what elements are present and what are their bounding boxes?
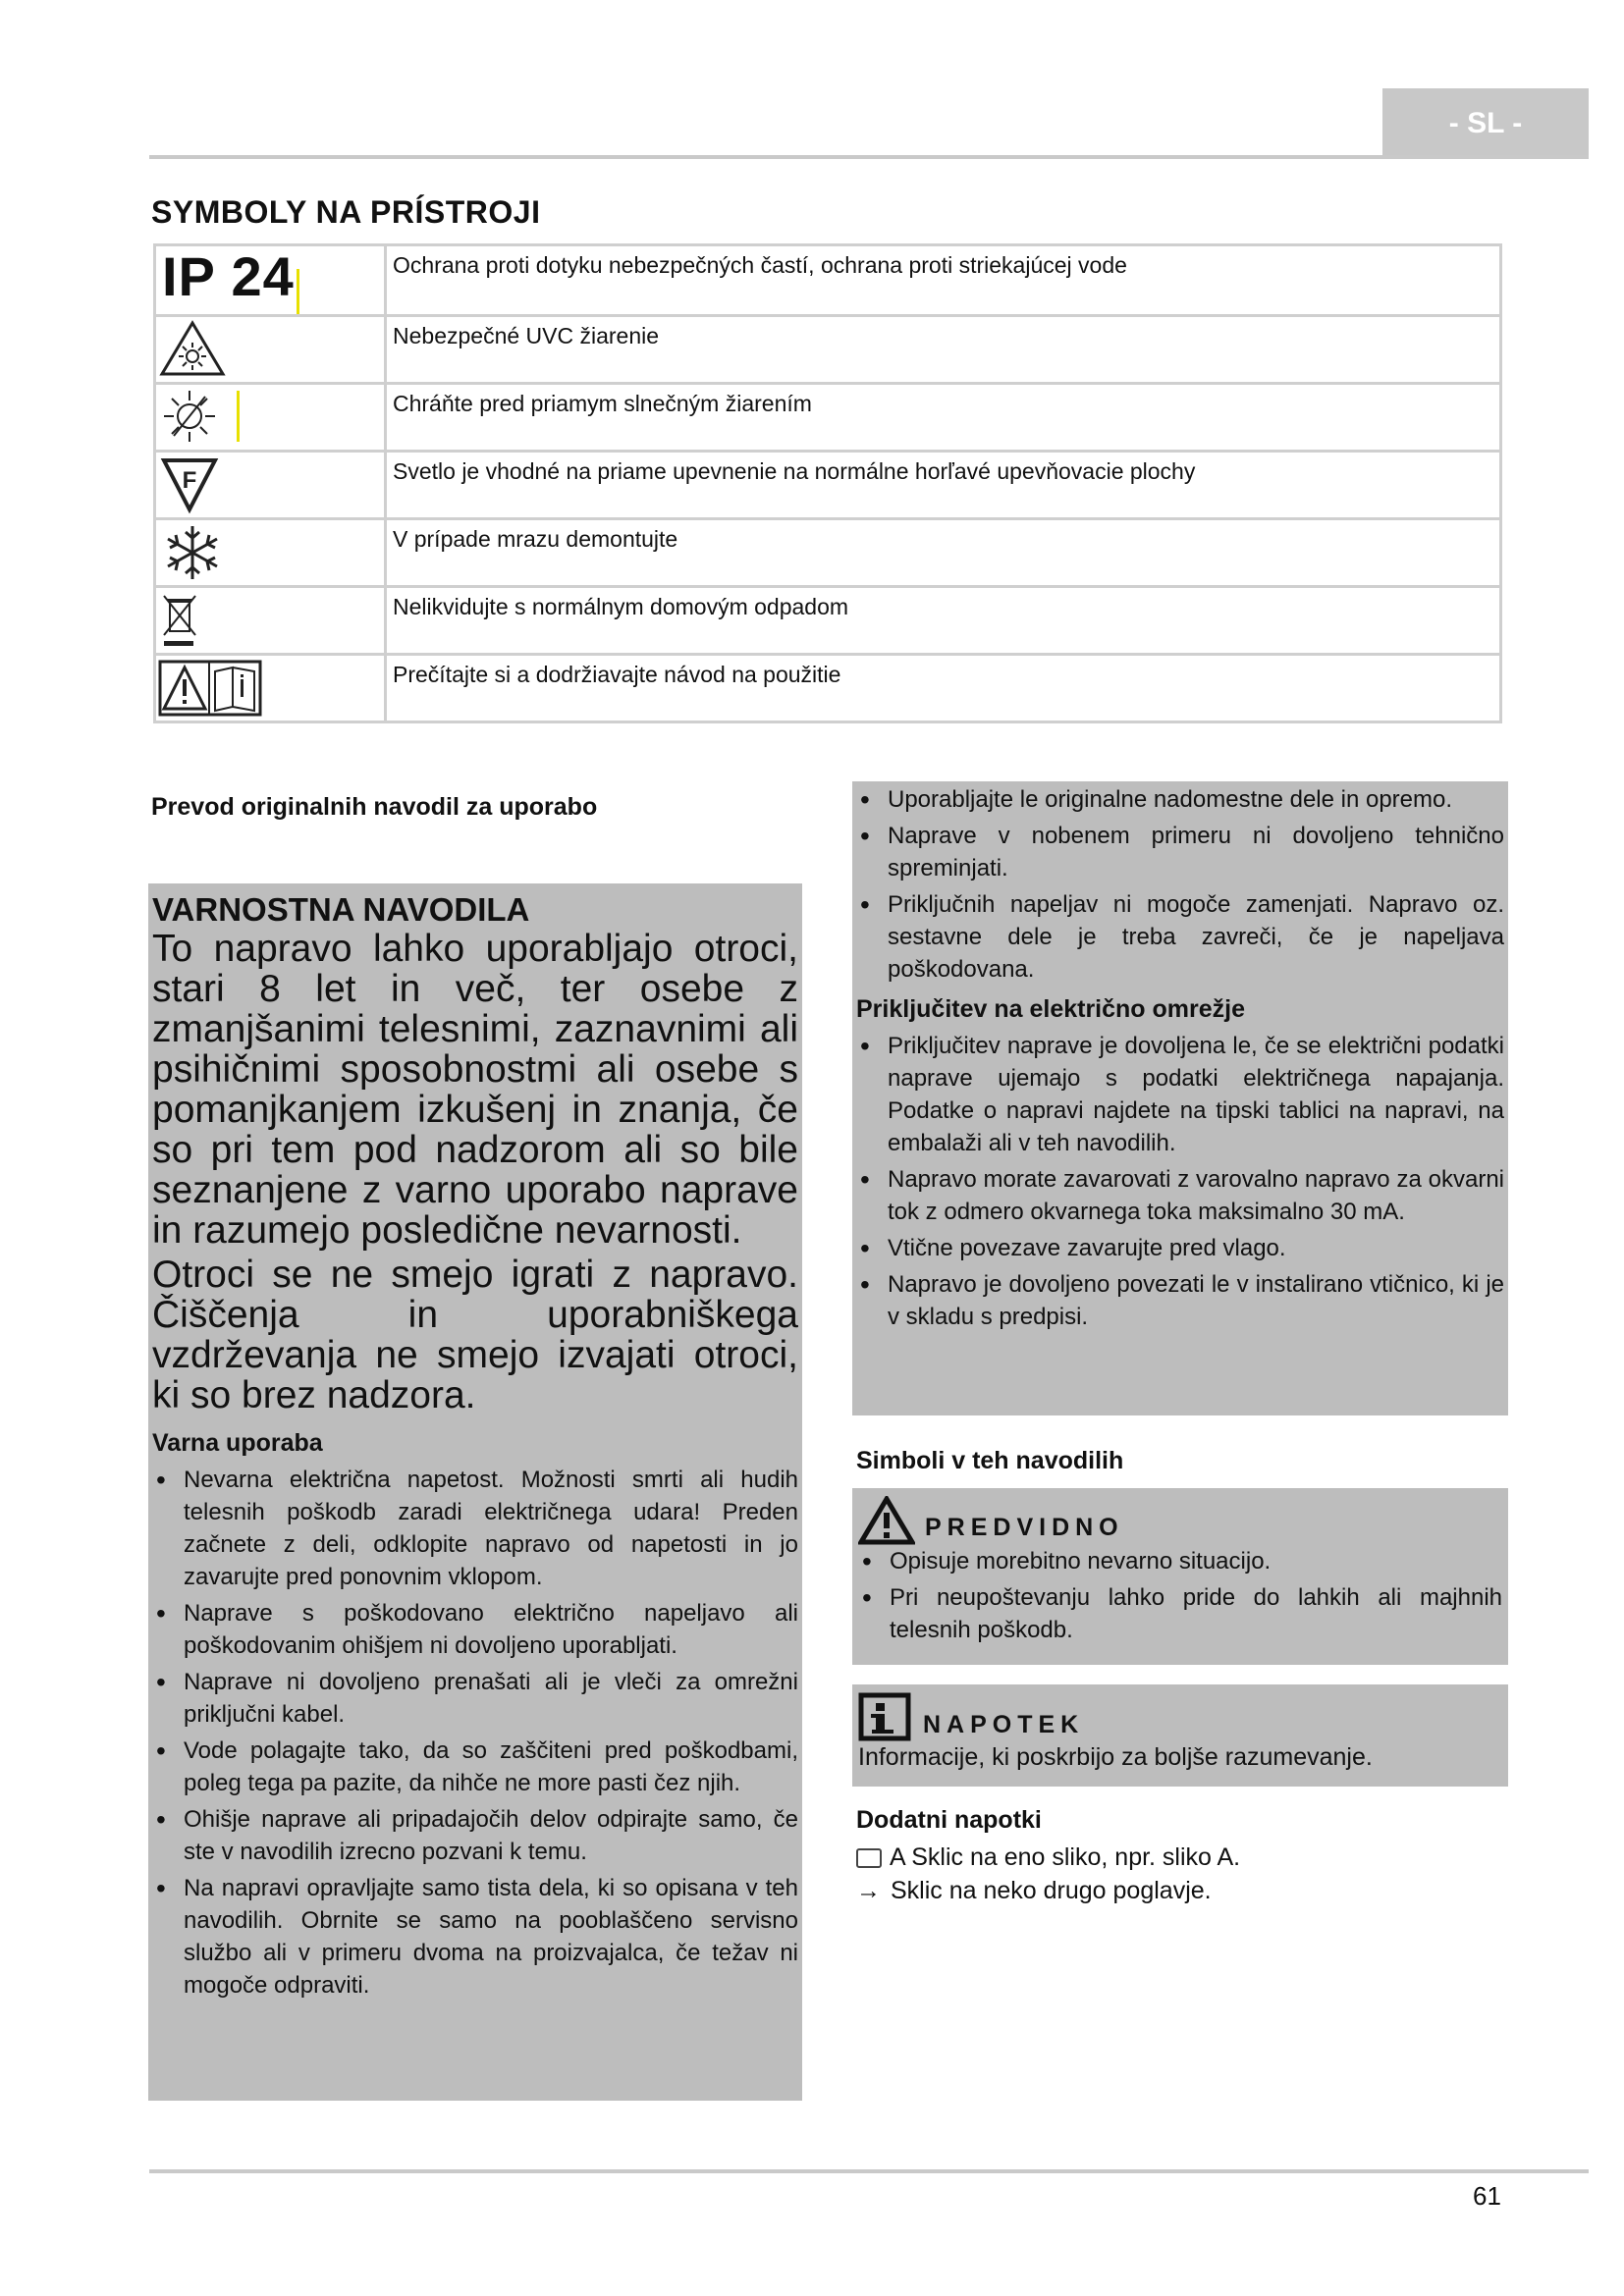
list-item: • Pri neupoštevanju lahko pride do lahkih ali majhnih telesnih poškodb. <box>858 1581 1502 1646</box>
note-title: NAPOTEK <box>923 1710 1085 1738</box>
table-row <box>155 451 1501 518</box>
chapter-reference-text: Sklic na neko drugo poglavje. <box>891 1877 1212 1904</box>
caution-title: PREDVIDNO <box>925 1513 1124 1541</box>
table-row <box>155 518 1501 586</box>
info-icon <box>858 1692 911 1741</box>
table-row <box>155 586 1501 654</box>
symbol-text: Prečítajte si a dodržiavajte návod na použitie <box>386 654 1501 721</box>
table-row <box>155 383 1501 451</box>
list-item: • Na napravi opravljajte samo tista dela, ki so opisana v teh navodilih. Obrnite se samo na pooblaščeno servisno službo ali v primeru dvoma na proizvajalca, če težav ni mogoče odpraviti. <box>152 1872 798 2002</box>
note-box <box>852 1684 1508 1787</box>
list-item: • Naprave ni dovoljeno prenašati ali je vleči za omrežni priključni kabel. <box>152 1666 798 1731</box>
right-warnings-box <box>852 781 1508 1415</box>
safety-heading: VARNOSTNA NAVODILA <box>152 891 530 928</box>
warning-triangle-icon <box>858 1496 915 1545</box>
list-item: • Priključnih napeljav ni mogoče zamenjati. Napravo oz. sestavne dele je treba zavreči, če je napeljava poškodovana. <box>856 888 1504 986</box>
symbols-heading: SYMBOLY NA PRÍSTROJI <box>151 194 541 230</box>
note-text: Informacije, ki poskrbijo za boljše razumevanje. <box>858 1743 1373 1771</box>
list-item: • Nevarna električna napetost. Možnosti smrti ali hudih telesnih poškodb zaradi električnega udara! Preden začnete z deli, odklopite napravo od napetosti in jo zavarujte pred ponovnim vklopom. <box>152 1464 798 1593</box>
figure-reference-line <box>856 1843 1240 1872</box>
list-item: • Naprave v nobenem primeru ni dovoljeno tehnično spreminjati. <box>856 820 1504 884</box>
symbol-text: Nelikvidujte s normálnym domovým odpadom <box>386 586 1501 654</box>
symbol-text: V prípade mrazu demontujte <box>386 518 1501 586</box>
safety-paragraph-1: To napravo lahko uporabljajo otroci, stari 8 let in več, ter osebe z zmanjšanimi telesnimi, zaznavnimi ali psihičnimi sposobnostmi ali osebe s pomanjkanjem izkušenj in znanja, če so pri tem pod nadzorom ali so bile seznanjene z varno uporabo naprave in razumejo posledične nevarnosti. <box>152 928 798 1252</box>
figure-reference-text: A Sklic na eno sliko, npr. sliko A. <box>890 1843 1241 1871</box>
manual-symbols-heading: Simboli v teh navodilih <box>856 1447 1124 1474</box>
safety-instructions-box <box>148 883 802 2101</box>
uvc-warning-icon <box>155 315 386 383</box>
caution-box <box>852 1488 1508 1665</box>
additional-notes-heading: Dodatni napotki <box>856 1806 1042 1834</box>
read-manual-icon <box>155 654 386 721</box>
page-number: 61 <box>1473 2181 1501 2211</box>
crossed-bin-icon <box>155 586 386 654</box>
list-item: • Naprave s poškodovano električno napeljavo ali poškodovanim ohišjem ni dovoljeno uporabljati. <box>152 1597 798 1662</box>
mains-list <box>856 1030 1504 1333</box>
safe-use-list <box>152 1464 798 2002</box>
symbol-text: Chráňte pred priamym slnečným žiarením <box>386 383 1501 451</box>
table-row <box>155 315 1501 383</box>
symbols-table <box>153 243 1502 723</box>
figure-icon <box>856 1848 882 1868</box>
list-item: • Ohišje naprave ali pripadajočih delov odpirajte samo, če ste v navodilih izrecno pozvani k temu. <box>152 1803 798 1868</box>
list-item: • Vtične povezave zavarujte pred vlago. <box>856 1232 1504 1264</box>
language-tab: - SL - <box>1382 88 1589 159</box>
svg-text:F: F <box>182 466 197 494</box>
caution-list <box>858 1545 1502 1646</box>
list-item: • Uporabljajte le originalne nadomestne dele in opremo. <box>856 783 1504 816</box>
frost-icon <box>155 518 386 586</box>
symbol-text: Nebezpečné UVC žiarenie <box>386 315 1501 383</box>
bottom-rule <box>149 2169 1589 2173</box>
translation-note: Prevod originalnih navodil za uporabo <box>151 793 598 821</box>
safe-use-heading: Varna uporaba <box>152 1429 323 1457</box>
arrow-right-icon: → <box>856 1877 881 1904</box>
chapter-reference-line <box>856 1877 1212 1905</box>
symbol-text: Svetlo je vhodné na priame upevnenie na normálne horľavé upevňovacie plochy <box>386 451 1501 518</box>
list-item: • Opisuje morebitno nevarno situacijo. <box>858 1545 1502 1577</box>
table-row <box>155 245 1501 316</box>
top-list <box>856 783 1504 986</box>
list-item: • Napravo je dovoljeno povezati le v instalirano vtičnico, ki je v skladu s predpisi. <box>856 1268 1504 1333</box>
list-item: • Vode polagajte tako, da so zaščiteni pred poškodbami, poleg tega pa pazite, da nihče ne more pasti čez njih. <box>152 1735 798 1799</box>
list-item: • Priključitev naprave je dovoljena le, če se električni podatki naprave ujemajo s podatki električnega napajanja. Podatke o napravi najdete na tipski tablici na napravi, na embalaži ali v teh navodilih. <box>856 1030 1504 1159</box>
list-item: • Napravo morate zavarovati z varovalno napravo za okvarni tok z odmero okvarnega toka maksimalno 30 mA. <box>856 1163 1504 1228</box>
sun-protect-icon <box>155 383 386 451</box>
top-rule <box>149 155 1589 159</box>
safety-paragraph-2: Otroci se ne smejo igrati z napravo. Čiščenja in uporabniškega vzdrževanja ne smejo izvajati otroci, ki so brez nadzora. <box>152 1254 798 1416</box>
symbol-text: Ochrana proti dotyku nebezpečných častí, ochrana proti striekajúcej vode <box>386 245 1501 316</box>
table-row <box>155 654 1501 721</box>
mains-heading: Priključitev na električno omrežje <box>856 995 1245 1023</box>
f-mark-icon <box>155 451 386 518</box>
ip24-icon: IP 24 <box>155 245 386 316</box>
